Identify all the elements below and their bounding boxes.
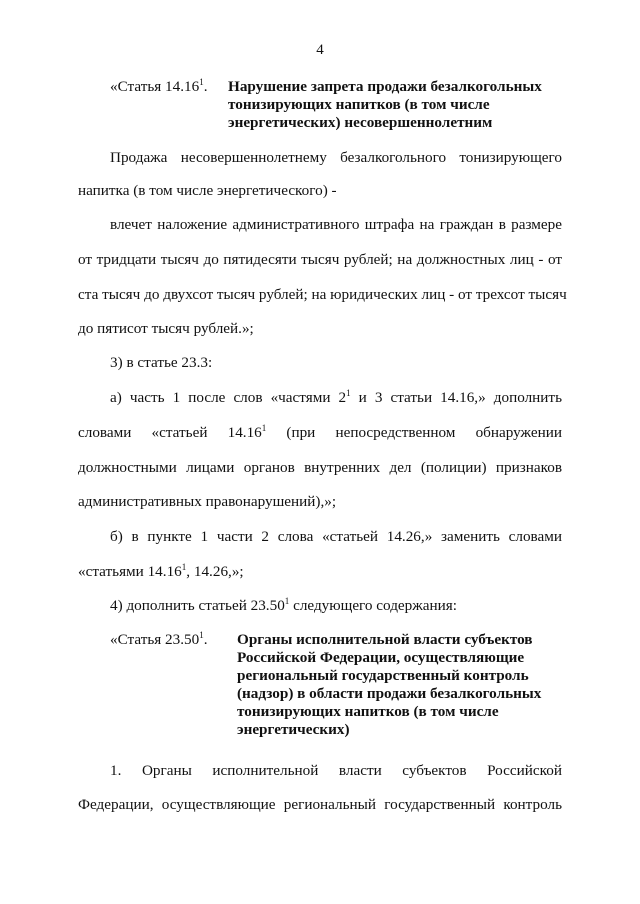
paragraph-line: Федерации, осуществляющие региональный государственный контроль xyxy=(78,796,562,813)
article-title-line: (надзор) в области продажи безалкогольных xyxy=(237,685,542,702)
article-label: «Статья 14.16$^1$. xyxy=(110,77,208,95)
paragraph-line: 1. Органы исполнительной власти субъектов Российской xyxy=(110,762,562,779)
article-title-line: Органы исполнительной власти субъектов xyxy=(237,631,533,648)
article-title-line: региональный государственный контроль xyxy=(237,667,529,684)
paragraph-line: должностными лицами органов внутренних дел (полиции) признаков xyxy=(78,459,562,476)
page-number: 4 xyxy=(316,42,324,58)
paragraph-line: напитка (в том числе энергетического) - xyxy=(78,182,337,199)
paragraph-line: словами «статьей 14.16$^1$ (при непосредственном обнаружении xyxy=(78,423,562,441)
article-title-line: энергетических) xyxy=(237,721,350,738)
list-item: 3) в статье 23.3: xyxy=(110,354,213,371)
list-item: 4) дополнить статьей 23.50$^1$ следующего содержания: xyxy=(110,596,457,614)
article-title-line: тонизирующих напитков (в том числе xyxy=(237,703,499,720)
paragraph-line: Продажа несовершеннолетнему безалкогольного тонизирующего xyxy=(110,149,562,166)
paragraph-line: до пятисот тысяч рублей.»; xyxy=(78,320,254,337)
article-title-line: энергетических) несовершеннолетним xyxy=(228,114,493,131)
paragraph-line: б) в пункте 1 части 2 слова «статьей 14.26,» заменить словами xyxy=(110,528,562,545)
paragraph-line: влечет наложение административного штрафа на граждан в размере xyxy=(110,216,562,233)
article-title-line: тонизирующих напитков (в том числе xyxy=(228,96,490,113)
article-title xyxy=(228,78,542,132)
paragraph-line: от тридцати тысяч до пятидесяти тысяч рублей; на должностных лиц - от xyxy=(78,251,562,268)
paragraph-line: административных правонарушений),»; xyxy=(78,493,337,510)
article-title-line: Российской Федерации, осуществляющие xyxy=(237,649,525,666)
article-title xyxy=(237,631,541,739)
paragraph-line: а) часть 1 после слов «частями $2^1$ и 3 статьи 14.16,» дополнить xyxy=(110,388,562,406)
paragraph-line: ста тысяч до двухсот тысяч рублей; на юридических лиц - от трехсот тысяч xyxy=(78,286,567,303)
paragraph-line: «статьями 14.16$^1$, 14.26,»; xyxy=(78,562,244,580)
article-title-line: Нарушение запрета продажи безалкогольных xyxy=(228,78,542,95)
article-label: «Статья 23.50$^1$. xyxy=(110,630,208,648)
